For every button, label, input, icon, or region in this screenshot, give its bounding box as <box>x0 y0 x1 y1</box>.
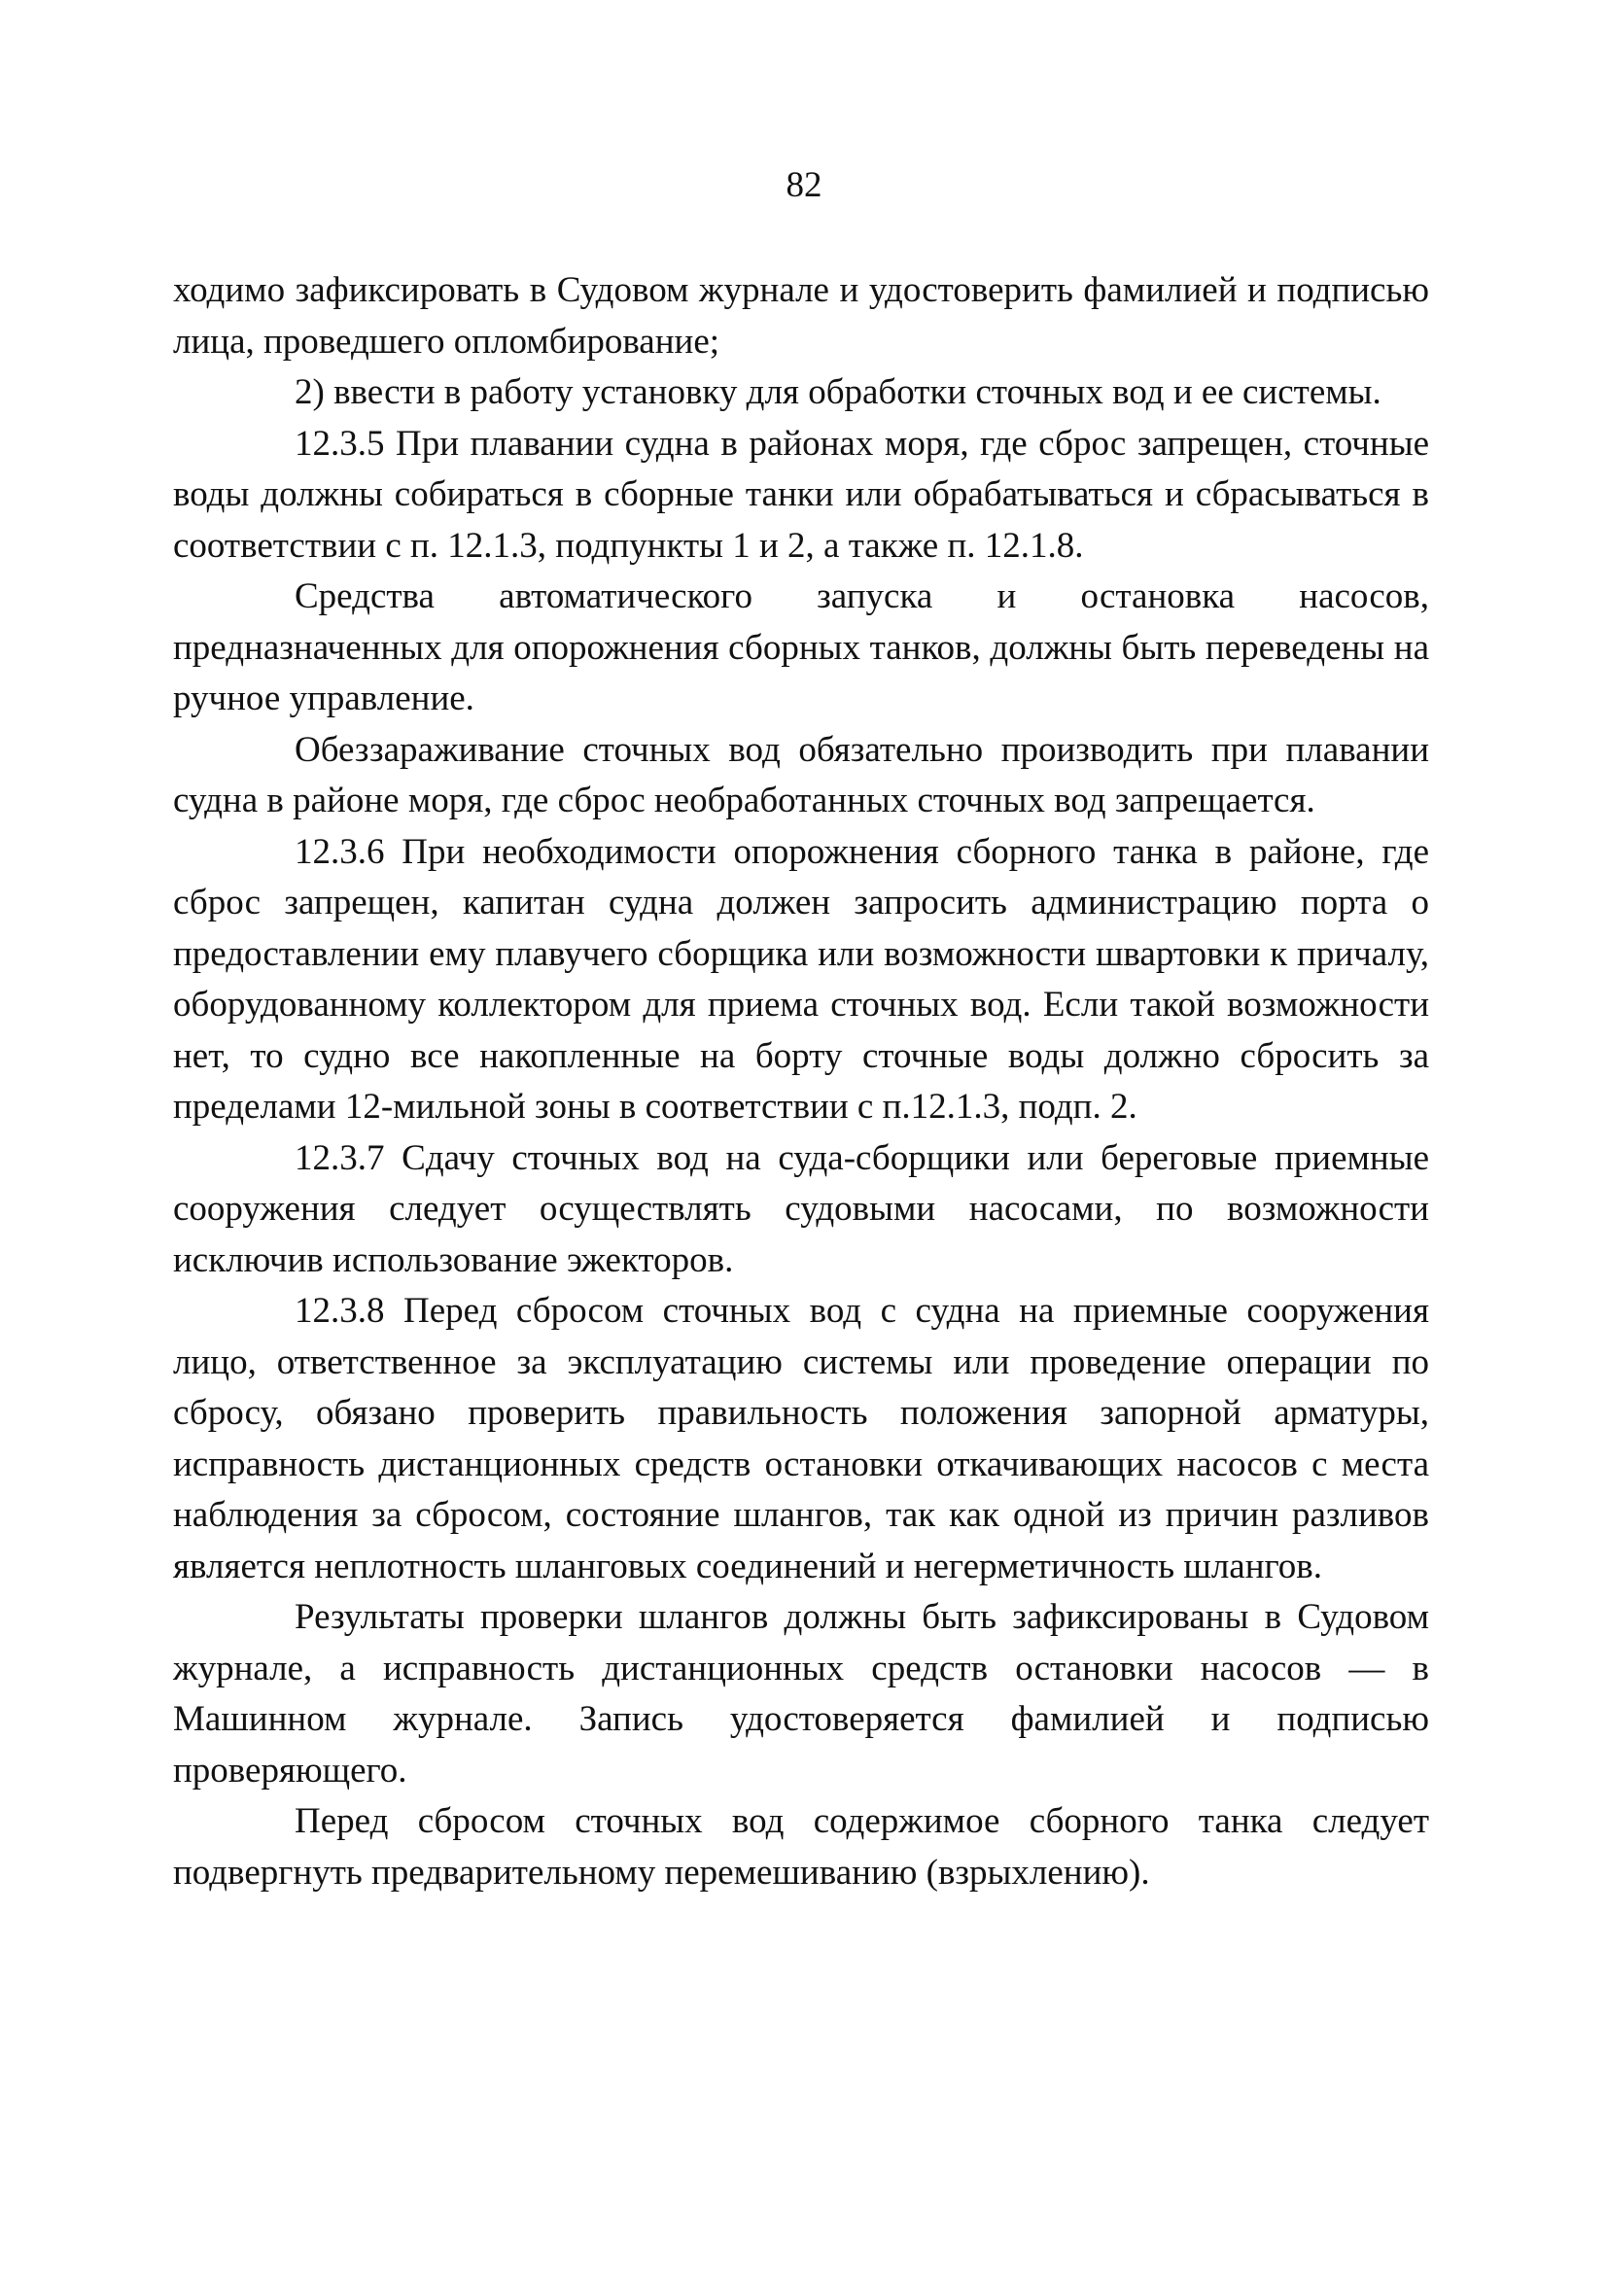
paragraph-12-3-7: 12.3.7 Сдачу сточных вод на суда-сборщики или береговые приемные сооружения следует осуществлять судовыми насосами, по возможности исключив использование эжекторов. <box>173 1137 1429 1280</box>
page-number: 82 <box>786 165 822 205</box>
body-text <box>173 265 1429 1898</box>
paragraph-12-3-6: 12.3.6 При необходимости опорожнения сборного танка в районе, где сброс запрещен, капитан судна должен запросить администрацию порта о предоставлении ему плавучего сборщика или возможности швартовки к причалу, оборудованному коллектором для приема сточных вод. Если такой возможности нет, то судно все накопленные на борту сточные воды должно сбросить за пределами 12-мильной зоны в соответствии с п.12.1.3, подп. 2. <box>173 831 1429 1127</box>
paragraph-12-3-8: 12.3.8 Перед сбросом сточных вод с судна на приемные сооружения лицо, ответственное за эксплуатацию системы или проведение операции по сбросу, обязано проверить правильность положения запорной арматуры, исправность дистанционных средств остановки откачивающих насосов с места наблюдения за сбросом, состояние шлангов, так как одной из причин разливов является неплотность шланговых соединений и негерметичность шлангов. <box>173 1291 1429 1586</box>
paragraph-12-3-5: 12.3.5 При плавании судна в районах моря, где сброс запрещен, сточные воды должны собираться в сборные танки или обрабатываться и сбрасываться в соответствии с п. 12.1.3, подпункты 1 и 2, а также п. 12.1.8. <box>173 423 1429 566</box>
paragraph-hose-check-results: Результаты проверки шлангов должны быть зафиксированы в Судовом журнале, а исправность дистанционных средств остановки насосов — в Машинном журнале. Запись удостоверяется фамилией и подписью проверяющего. <box>173 1597 1429 1791</box>
paragraph-tank-mixing: Перед сбросом сточных вод содержимое сборного танка следует подвергнуть предварительному перемешиванию (взрыхлению). <box>173 1801 1429 1893</box>
paragraph-continuation: ходимо зафиксировать в Судовом журнале и удостоверить фамилией и подписью лица, проведшего опломбирование; <box>173 270 1429 362</box>
paragraph-pump-control: Средства автоматического запуска и остановка насосов, предназначенных для опорожнения сборных танков, должны быть переведены на ручное управление. <box>173 576 1429 718</box>
paragraph-item-2: 2) ввести в работу установку для обработки сточных вод и ее системы. <box>295 372 1381 412</box>
paragraph-disinfection: Обеззараживание сточных вод обязательно производить при плавании судна в районе моря, где сброс необработанных сточных вод запрещается. <box>173 729 1429 820</box>
